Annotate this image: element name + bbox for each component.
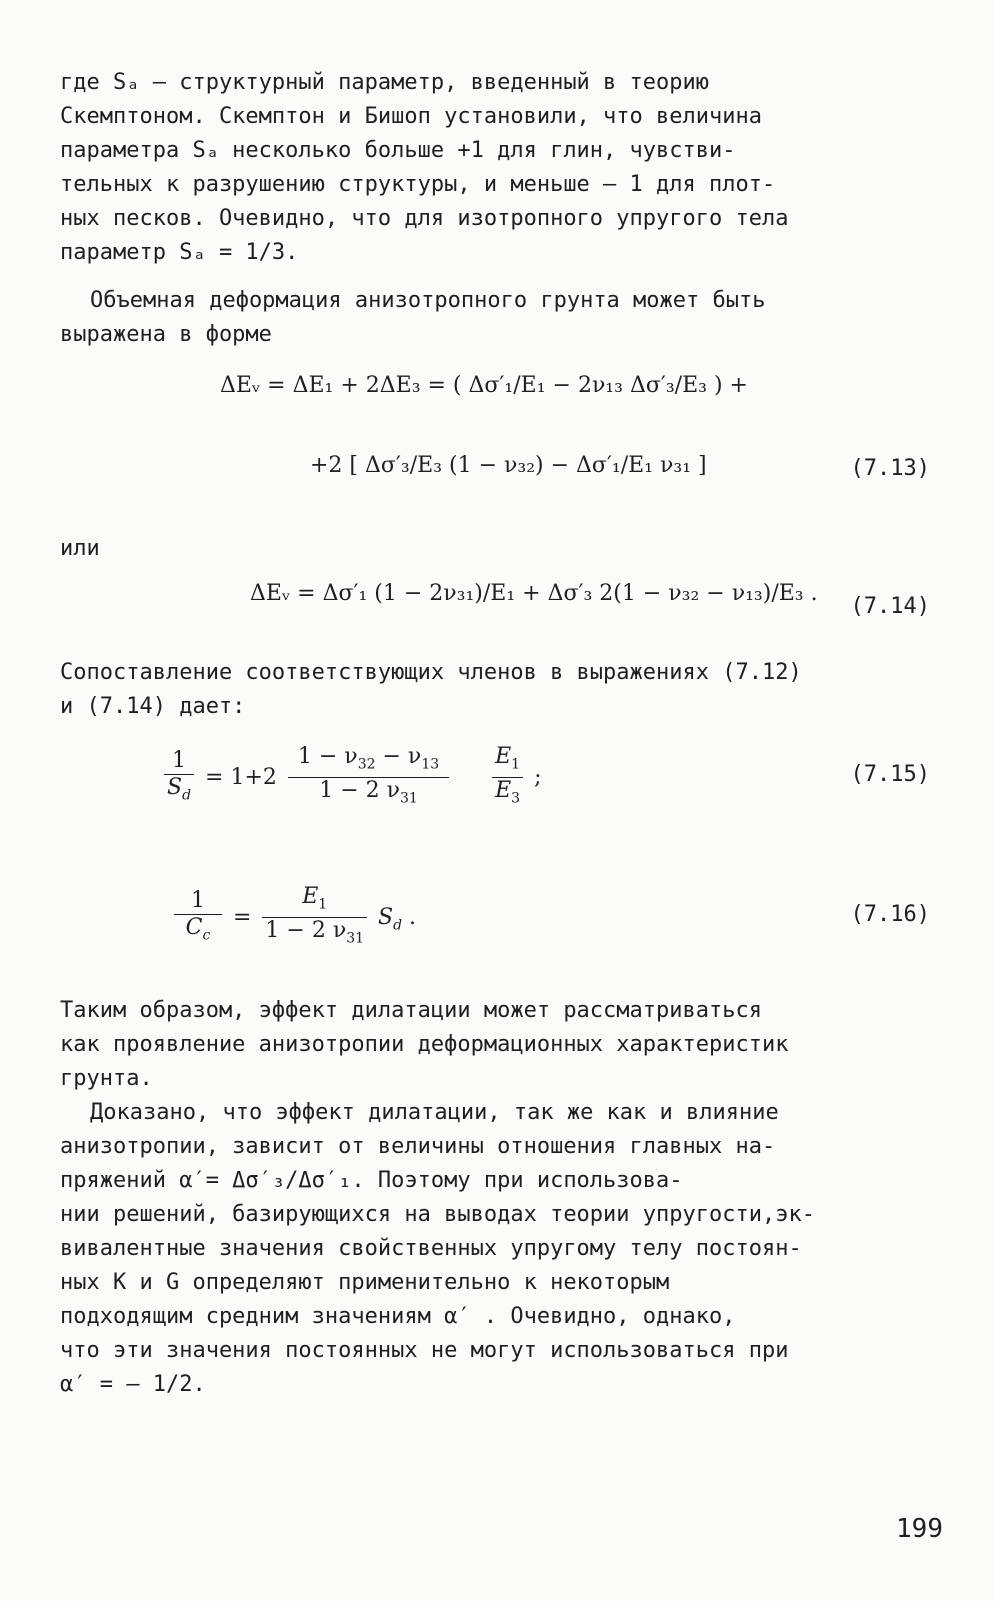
equation-7-15 — [60, 724, 930, 864]
text-line: грунта. — [60, 1066, 153, 1091]
paragraph-3 — [60, 656, 930, 724]
page-number: 199 — [896, 1514, 943, 1544]
text-line: параметра Sₐ несколько больше +1 для глин, чувстви- — [60, 138, 736, 163]
text-line: α′ = – 1/2. — [60, 1372, 206, 1397]
equation-7-15-body: $\frac{1}{S_d}$ = 1+2 $\frac{1 - \nu_{32} - \nu_{13}}{1 - 2 \nu_{31}}$ $\frac{E_1}{E_3}$ ; — [160, 744, 542, 812]
text-line: и (7.14) дает: — [60, 694, 246, 719]
equation-number: (7.14) — [850, 594, 930, 619]
text-line: параметр Sₐ = 1/3. — [60, 240, 299, 265]
text-line: выражена в форме — [60, 322, 272, 347]
text-line: Доказано, что эффект дилатации, так же как и влияние — [90, 1100, 779, 1125]
text-line: или — [60, 536, 100, 561]
text-line: что эти значения постоянных не могут использоваться при — [60, 1338, 789, 1363]
equation-number: (7.15) — [850, 762, 930, 787]
text-line: анизотропии, зависит от величины отношения главных на- — [60, 1134, 776, 1159]
text-line: подходящим средним значениям α′ . Очевидно, однако, — [60, 1304, 736, 1329]
paragraph-2 — [60, 284, 930, 352]
text-line: Таким образом, эффект дилатации может рассматриваться — [60, 998, 762, 1023]
text-line: тельных к разрушению структуры, и меньше – 1 для плот- — [60, 172, 776, 197]
paragraph-1 — [60, 66, 930, 270]
equation-7-14 — [60, 566, 930, 656]
equation-7-13 — [60, 352, 930, 532]
equation-number: (7.16) — [850, 902, 930, 927]
equation-7-14-body: ΔEᵥ = Δσ′₁ (1 − 2ν₃₁)/E₁ + Δσ′₃ 2(1 − ν₃₂ − ν₁₃)/E₃ . — [250, 581, 818, 606]
text-line: Сопоставление соответствующих членов в выражениях (7.12) — [60, 660, 802, 685]
text-line: где Sₐ – структурный параметр, введенный в теорию — [60, 70, 710, 95]
page-body — [60, 66, 930, 1402]
text-line: ных песков. Очевидно, что для изотропного упругого тела — [60, 206, 789, 231]
equation-7-16 — [60, 864, 930, 994]
paragraph-4 — [60, 994, 930, 1096]
text-line: пряжений α′= Δσ′₃/Δσ′₁. Поэтому при использова- — [60, 1168, 683, 1193]
text-line: ных K и G определяют применительно к некоторым — [60, 1270, 670, 1295]
equation-number: (7.13) — [850, 456, 930, 481]
text-line: нии решений, базирующихся на выводах теории упругости,эк- — [60, 1202, 815, 1227]
equation-7-13-line-2: +2 [ Δσ′₃/E₃ (1 − ν₃₂) − Δσ′₁/E₁ ν₃₁ ] — [310, 453, 707, 478]
text-line: как проявление анизотропии деформационных характеристик — [60, 1032, 789, 1057]
equation-7-13-line-1: ΔEᵥ = ΔE₁ + 2ΔE₃ = ( Δσ′₁/E₁ − 2ν₁₃ Δσ′₃/E₃ ) + — [220, 373, 748, 398]
text-line: Скемптоном. Скемптон и Бишоп установили, что величина — [60, 104, 762, 129]
paragraph-5 — [60, 1096, 930, 1402]
text-line: вивалентные значения свойственных упругому телу постоян- — [60, 1236, 802, 1261]
equation-7-16-body: $\frac{1}{C_c}$ = $\frac{E_1}{1 - 2 \nu_{31}}$ $S_d$ . — [170, 884, 416, 952]
text-line: Объемная деформация анизотропного грунта может быть — [90, 288, 766, 313]
